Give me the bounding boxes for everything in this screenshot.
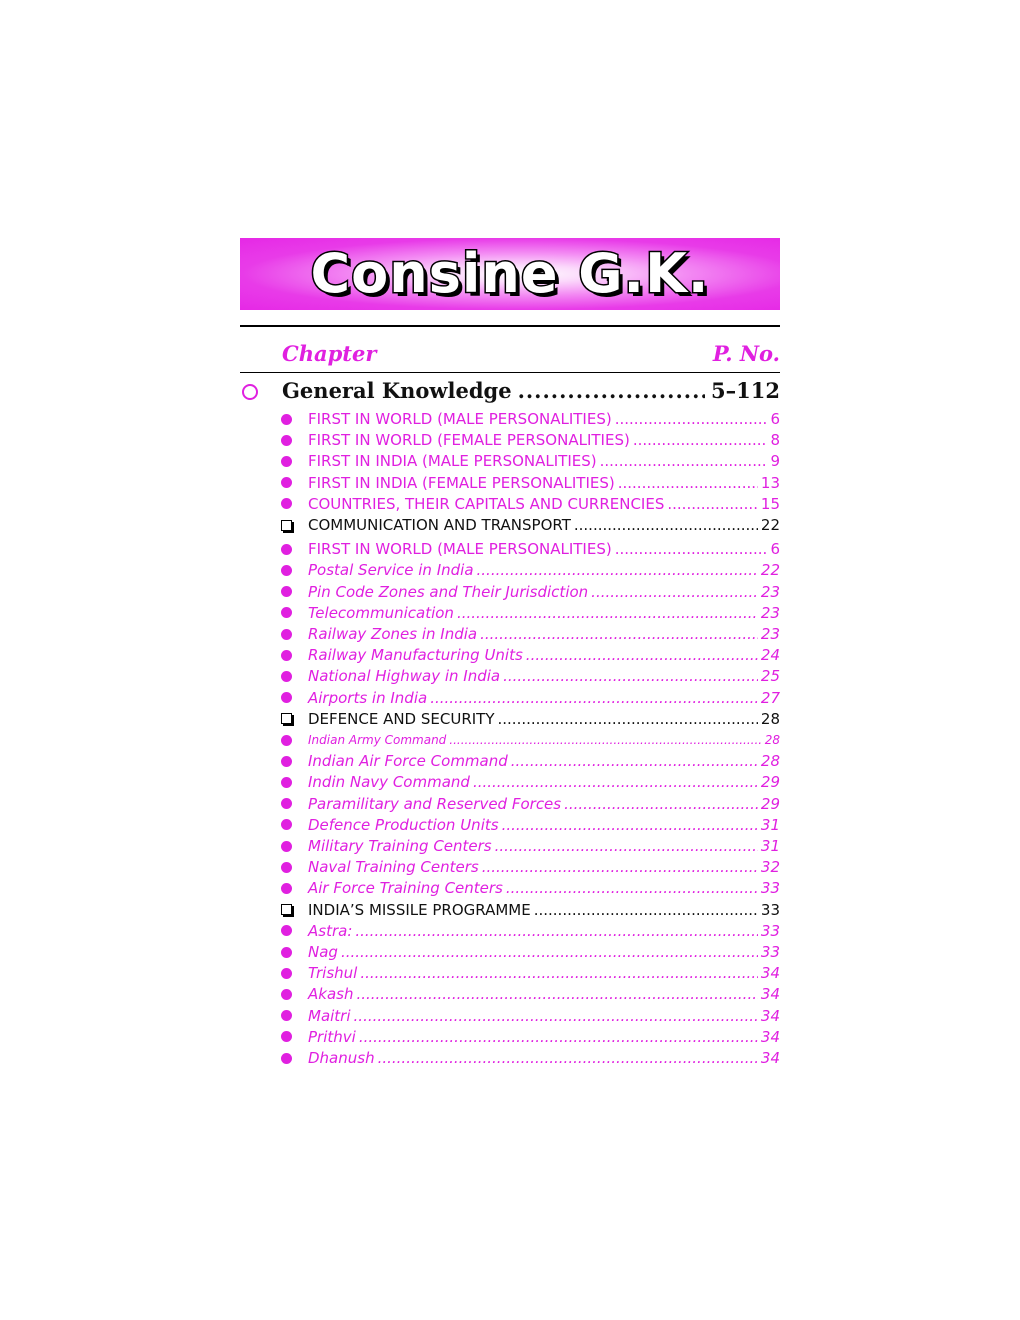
dot-leader xyxy=(615,410,768,428)
toc-entry-page: 28 xyxy=(764,733,780,747)
dot-leader xyxy=(495,837,758,855)
dot-bullet-icon xyxy=(281,1053,292,1064)
dot-leader xyxy=(534,901,758,919)
dot-bullet-icon xyxy=(281,671,292,682)
dot-leader xyxy=(502,816,758,834)
toc-entry[interactable] xyxy=(280,473,780,493)
toc-entry-label: Indin Navy Command xyxy=(308,773,470,792)
toc-entry-page: 34 xyxy=(760,964,780,983)
toc-entry[interactable] xyxy=(280,1048,780,1068)
dot-bullet-icon xyxy=(281,456,292,467)
toc-entry-page: 25 xyxy=(760,667,780,686)
toc-entry-label: COUNTRIES, THEIR CAPITALS AND CURRENCIES xyxy=(308,494,665,513)
toc-entry-page: 32 xyxy=(760,858,780,877)
dot-bullet-icon xyxy=(281,947,292,958)
toc-entry-label: Air Force Training Centers xyxy=(308,879,503,898)
toc-entry-label: Telecommunication xyxy=(308,603,454,622)
dot-bullet-icon xyxy=(281,544,292,555)
toc-entry[interactable] xyxy=(280,688,780,708)
dot-leader xyxy=(355,922,758,940)
chapter-column-header: Chapter xyxy=(282,341,377,366)
dot-leader xyxy=(591,583,758,601)
toc-entry[interactable] xyxy=(280,560,780,580)
dot-leader xyxy=(356,985,757,1003)
toc-entry-page: 23 xyxy=(760,603,780,622)
dot-leader xyxy=(564,795,758,813)
toc-entry-page: 33 xyxy=(760,943,780,961)
dot-leader xyxy=(511,752,758,770)
dot-bullet-icon xyxy=(281,435,292,446)
dot-leader xyxy=(477,561,758,579)
toc-entry-label: FIRST IN WORLD (MALE PERSONALITIES) xyxy=(308,540,612,559)
dot-bullet-icon xyxy=(281,968,292,979)
toc-entry-page: 27 xyxy=(760,688,780,707)
hollow-circle-bullet-icon xyxy=(242,384,258,400)
dot-bullet-icon xyxy=(281,925,292,936)
toc-entry-page: 31 xyxy=(760,815,780,834)
toc-entry[interactable] xyxy=(280,709,780,729)
toc-entry[interactable] xyxy=(280,815,780,835)
dot-leader xyxy=(449,733,761,747)
dot-leader xyxy=(615,540,768,558)
toc-entry-page: 6 xyxy=(770,410,780,428)
main-section-pages: 5–112 xyxy=(711,378,780,403)
top-rule xyxy=(240,325,780,327)
toc-entry-page: 34 xyxy=(760,1006,780,1025)
toc-entry[interactable] xyxy=(280,645,780,665)
toc-entry-page: 33 xyxy=(760,879,780,898)
toc-entry-page: 22 xyxy=(760,561,780,580)
toc-entry[interactable] xyxy=(280,942,780,962)
dot-leader xyxy=(430,689,758,707)
dot-bullet-icon xyxy=(281,650,292,661)
toc-entry-page: 29 xyxy=(760,773,780,792)
toc-entry-label: Pin Code Zones and Their Jurisdiction xyxy=(308,582,589,601)
main-section-label: General Knowledge xyxy=(282,378,512,403)
dot-leader xyxy=(480,625,758,643)
dot-leader xyxy=(498,710,758,728)
toc-entry[interactable] xyxy=(280,1027,780,1047)
toc-entry-page: 23 xyxy=(760,625,780,643)
dot-leader xyxy=(633,431,768,449)
toc-entry-label: Defence Production Units xyxy=(308,815,499,834)
toc-entry[interactable] xyxy=(280,836,780,856)
dot-bullet-icon xyxy=(281,883,292,894)
toc-entry-label: Naval Training Centers xyxy=(308,858,479,877)
dot-leader xyxy=(341,943,758,961)
toc-entry[interactable] xyxy=(280,963,780,983)
toc-entry-label: Astra: xyxy=(308,921,353,940)
toc-entry-page: 33 xyxy=(760,921,780,940)
toc-entry-page: 6 xyxy=(770,540,780,559)
toc-entry-page: 34 xyxy=(760,1027,780,1046)
toc-entry[interactable] xyxy=(280,539,780,559)
toc-entry-page: 24 xyxy=(760,646,780,665)
toc-entry[interactable] xyxy=(280,794,780,814)
page-number-column-header: P. No. xyxy=(712,341,780,366)
dot-leader xyxy=(600,452,768,470)
toc-entry[interactable] xyxy=(280,582,780,602)
toc-entry[interactable] xyxy=(280,984,780,1004)
dot-bullet-icon xyxy=(281,586,292,597)
dot-bullet-icon xyxy=(281,565,292,576)
title-banner xyxy=(240,238,780,310)
dot-leader xyxy=(457,604,758,622)
dot-bullet-icon xyxy=(281,798,292,809)
toc-entry-page: 28 xyxy=(760,709,780,728)
toc-entry-label: Railway Zones in India xyxy=(308,625,478,643)
toc-entry[interactable] xyxy=(280,900,780,920)
dot-leader xyxy=(360,964,758,982)
dot-leader xyxy=(503,667,758,685)
dot-leader xyxy=(359,1028,758,1046)
checkbox-bullet-icon xyxy=(281,520,292,531)
toc-entry-label: DEFENCE AND SECURITY xyxy=(308,709,495,728)
dot-bullet-icon xyxy=(281,735,292,746)
header-rule xyxy=(240,372,780,373)
dot-bullet-icon xyxy=(281,607,292,618)
dot-bullet-icon xyxy=(281,692,292,703)
dot-leader xyxy=(482,858,758,876)
toc-entry[interactable] xyxy=(280,409,780,429)
dot-bullet-icon xyxy=(281,1010,292,1021)
toc-entry-label: INDIA’S MISSILE PROGRAMME xyxy=(308,900,531,919)
toc-entry-page: 29 xyxy=(760,794,780,813)
toc-entry[interactable] xyxy=(280,1006,780,1026)
dot-leader xyxy=(354,1007,758,1025)
toc-entry[interactable] xyxy=(280,921,780,941)
toc-entry[interactable] xyxy=(280,666,780,686)
dot-bullet-icon xyxy=(281,777,292,788)
toc-entry-label: FIRST IN INDIA (MALE PERSONALITIES) xyxy=(308,452,597,471)
dot-bullet-icon xyxy=(281,1031,292,1042)
toc-entry-label: Military Training Centers xyxy=(308,837,492,855)
toc-entry-label: Prithvi xyxy=(308,1027,356,1046)
dot-leader xyxy=(473,773,758,791)
toc-entry-page: 13 xyxy=(760,473,780,492)
dot-bullet-icon xyxy=(281,498,292,509)
toc-entry-label: Dhanush xyxy=(308,1049,375,1067)
dot-bullet-icon xyxy=(281,862,292,873)
dot-bullet-icon xyxy=(281,756,292,767)
toc-entry-label: Trishul xyxy=(308,964,358,983)
checkbox-bullet-icon xyxy=(281,904,292,915)
toc-entry-label: COMMUNICATION AND TRANSPORT xyxy=(308,516,571,534)
toc-entry[interactable] xyxy=(280,772,780,792)
toc-entry-label: Paramilitary and Reserved Forces xyxy=(308,794,562,813)
toc-entry-page: 8 xyxy=(770,431,780,450)
dot-bullet-icon xyxy=(281,841,292,852)
book-title: Consine G.K. xyxy=(310,242,710,305)
toc-entry-page: 28 xyxy=(760,752,780,771)
toc-entry[interactable] xyxy=(280,857,780,877)
toc-entry[interactable] xyxy=(280,878,780,898)
dot-bullet-icon xyxy=(281,477,292,488)
toc-entry-label: FIRST IN WORLD (MALE PERSONALITIES) xyxy=(308,410,612,428)
dot-bullet-icon xyxy=(281,414,292,425)
toc-entry-label: Maitri xyxy=(308,1006,351,1025)
toc-entry[interactable] xyxy=(280,515,780,535)
toc-entry-label: Nag xyxy=(308,943,338,961)
dot-leader xyxy=(506,879,758,897)
dot-bullet-icon xyxy=(281,819,292,830)
toc-entry[interactable] xyxy=(280,730,780,750)
main-section-row[interactable] xyxy=(240,378,780,408)
dot-leader xyxy=(518,378,705,403)
toc-entry-label: Airports in India xyxy=(308,688,428,707)
dot-leader xyxy=(574,516,758,534)
toc-entry-label: National Highway in India xyxy=(308,667,501,686)
toc-entry-label: Railway Manufacturing Units xyxy=(308,646,523,665)
toc-entry-page: 34 xyxy=(760,1049,780,1067)
toc-entry[interactable] xyxy=(280,751,780,771)
toc-entry-label: Indian Air Force Command xyxy=(308,752,508,771)
toc-entry-page: 22 xyxy=(760,516,780,534)
toc-entry[interactable] xyxy=(280,603,780,623)
toc-entry-label: Akash xyxy=(308,985,354,1004)
toc-entry-label: Indian Army Command xyxy=(308,733,447,747)
toc-entry[interactable] xyxy=(280,430,780,450)
toc-entry-label: FIRST IN INDIA (FEMALE PERSONALITIES) xyxy=(308,473,615,492)
toc-entry-page: 33 xyxy=(760,900,780,919)
checkbox-bullet-icon xyxy=(281,713,292,724)
dot-bullet-icon xyxy=(281,989,292,1000)
toc-entry-page: 9 xyxy=(770,452,780,471)
toc-entry-label: Postal Service in India xyxy=(308,561,474,580)
dot-leader xyxy=(667,495,758,513)
dot-bullet-icon xyxy=(281,629,292,640)
toc-entry-label: FIRST IN WORLD (FEMALE PERSONALITIES) xyxy=(308,431,630,450)
dot-leader xyxy=(526,646,758,664)
toc-entry[interactable] xyxy=(280,624,780,644)
toc-entry[interactable] xyxy=(280,451,780,471)
dot-leader xyxy=(618,474,758,492)
toc-entry[interactable] xyxy=(280,494,780,514)
dot-leader xyxy=(378,1049,758,1067)
toc-entry-page: 23 xyxy=(760,582,780,601)
toc-entry-page: 15 xyxy=(760,494,780,513)
toc-entry-page: 31 xyxy=(760,837,780,855)
toc-entry-page: 34 xyxy=(760,985,780,1004)
